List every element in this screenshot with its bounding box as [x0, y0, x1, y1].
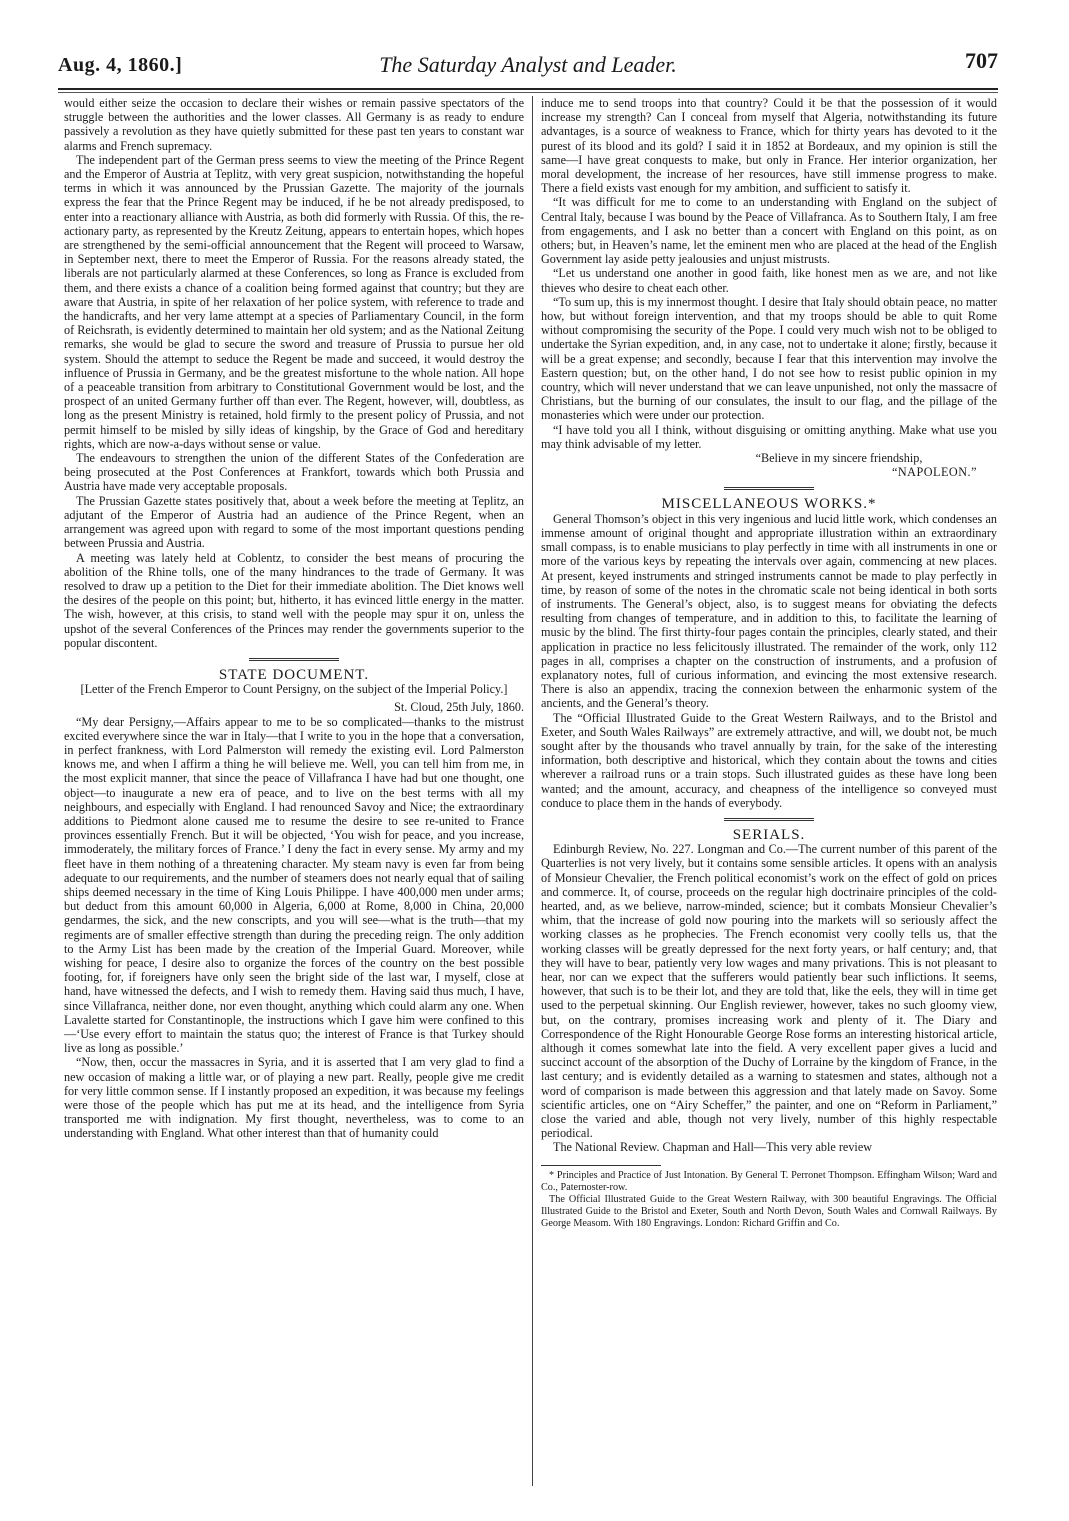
- footnote-rule: [541, 1165, 661, 1166]
- review-paragraph: General Thomson’s object in this very ingenious and lucid little work, which condenses an immense amount of original thought and appropriate illustration within an extraordinary small compass, is to enable musicians to play perfectly in time with all instruments in one or more of the various keys by repeating the intervals over again, commencing at new places. At present, keyed instruments and stringed instruments cannot be made to play perfectly in time, by reason of some of the notes in the chromatic scale not being identical in both sorts of instruments. The General’s object, also, is to suggest means for obviating the defects resulting from changes of temperature, and in addition to this, to facilitate the learning of music by the blind. The first thirty-four pages contain the principles, clearly stated, and their application in practice no less felicitously illustrated. The remainder of the work, only 112 pages in all, comprises a chapter on the construction of instruments, and a profusion of explanatory notes, full of curious information, and evincing the most extensive research. There is also an appendix, tracing the connexion between the enharmonic system of the ancients, and the General’s theory.: [541, 511, 997, 711]
- letter-paragraph: “I have told you all I think, without disguising or omitting anything. Make what use you may think advisable of my letter.: [541, 422, 997, 451]
- footnote: The Official Illustrated Guide to the Great Western Railway, with 300 beautiful Engravings. The Official Illustrated Guide to the Bristol and Exeter, South and North Devon, South Wales and Cornwall Railways. By George Measom. With 180 Engravings. London: Richard Griffin and Co.: [541, 1193, 997, 1229]
- right-column: [541, 96, 997, 1230]
- review-paragraph: Edinburgh Review, No. 227. Longman and Co.—The current number of this parent of the Quarterlies is not very lively, but it contains some sensible articles. It opens with an analysis of Monsieur Chevalier, the French political economist’s work on the effect of gold on prices and commerce. It, of course, proceeds on the regular high doctrinaire principles of the cold-hearted, and, as we believe, narrow-minded, science; but it combats Monsieur Chevalier’s whim, that the increase of gold now pouring into the markets will so seriously affect the working classes as he prophecies. The French economist very coolly tells us, that the working classes will be greatly depressed for the next forty years, or half century; and, that they will have to bear, patiently very low wages and many privations. This is not pleasant to hear, nor can we expect that the sufferers would patiently bear such inflictions. It seems, however, that such is to be their lot, and they are told that, like the eels, they will in time get used to the perpetual skinning. Our English reviewer, however, takes no such gloomy view, but, on the contrary, promises increasing work and plenty of it. The Diary and Correspondence of the Right Honourable George Rose forms an interesting historical article, although it comes somewhat late into the field. A very excellent paper gives a lucid and succinct account of the absorption of the Duchy of Lorraine by the kingdom of France, in the last century; and is evidently detailed as a warning to statesmen and states, although not a word of comparison is made between this aggression and that lately made on Savoy. Some scientific articles, one on “Airy Scheffer,” the painter, and one on “Reform in Parliament,” close the varied and able, though not very lively, number of this highly respectable periodical.: [541, 842, 997, 1141]
- review-paragraph: The “Official Illustrated Guide to the Great Western Railways, and to the Bristol and Exeter, and South Wales Railways” are extremely attractive, and will, we doubt not, be much sought after by the thousands who travel annually by train, for the sake of the interesting information, both descriptive and historical, which they contain about the towns and cities wherever a railroad runs or a train stops. Such illustrated guides as these have long been wanted; and the amount, accuracy, and cheapness of the intelligence so conveyed must conduce to place them in the hands of everybody.: [541, 710, 997, 810]
- section-rule: [724, 487, 814, 491]
- section-heading-state-document: STATE DOCUMENT.: [218, 666, 370, 683]
- paragraph: would either seize the occasion to declare their wishes or remain passive spectators of the struggle between the authorities and the lower classes. All Germany is as ready to endure passively a revolution as they have quietly submitted for these past ten years to constant war alarms and French supremacy.: [64, 96, 524, 153]
- paragraph: The independent part of the German press seems to view the meeting of the Prince Regent and the Emperor of Austria at Teplitz, with very great suspicion, notwithstanding the hopeful terms in which it was announced by the Prussian Gazette. The majority of the journals express the fear that the Prince Regent may be induced, if he be not already predisposed, to enter into a reactionary alliance with Austria, as both did formerly with Russia. Of this, the re-actionary party, as represented by the Kreutz Zeitung, appears to entertain hopes, which hopes are strengthened by the semi-official announcement that the Regent will proceed to Warsaw, in September next, there to meet the Emperor of Russia. For the reasons already stated, the liberals are not particularly alarmed at these Conferences, so long as France is excluded from them, and there exists a chance of a coalition being formed against that country; but they are aware that Austria, in spite of her relaxation of her police system, with reference to trade and the handicrafts, and her very lame attempt at a species of Parliamentary Council, in the form of Reichsrath, is evidently determined to maintain her old system; and as the National Zeitung remarks, she would be glad to secure the sword and treasure of Prussia to pursue her old system. Should the attempt to seduce the Regent be made and succeed, it would destroy the influence of Prussia in Germany, and be the greatest misfortune to the whole nation. All hope of a peaceable transition from arbitrary to Constitutional Government would be lost, and the prospect of an united Germany further off than ever. The Regent, however, will, doubtless, as long as the present Ministry is retained, hold firmly to the present policy of Prussia, and not permit himself to be misled by silly ideas of kingship, by the Grace of God and hereditary rights, which are now-a-days without sense or value.: [64, 152, 524, 451]
- section-rule: [249, 658, 339, 662]
- header-rule: [58, 88, 998, 90]
- page-header: [58, 48, 998, 88]
- section-subtitle: [Letter of the French Emperor to Count Persigny, on the subject of the Imperial Policy.]: [80, 682, 508, 697]
- letter-paragraph: “To sum up, this is my innermost thought. I desire that Italy should obtain peace, no matter how, but without foreign intervention, and that my troops should be able to quit Rome without compromising the security of the Pope. I could very much wish not to be obliged to undertake the Syrian expedition, and, in any case, not to undertake it alone; firstly, because it will be a great expense; and secondly, because I fear that this intervention may involve the Eastern question; but, on the other hand, I do not see how to resist public opinion in my country, which will never understand that we can leave unpunished, not only the massacre of Christians, but the burning of our consulates, the insult to our flag, and the pillage of the monasteries which were under our protection.: [541, 294, 997, 423]
- letter-paragraph: “Let us understand one another in good faith, like honest men as we are, and not like thieves who desire to cheat each other.: [541, 266, 997, 295]
- page-number: 707: [965, 48, 998, 73]
- paragraph: A meeting was lately held at Coblentz, to consider the best means of procuring the abolition of the Rhine tolls, one of the many hindrances to the trade of Germany. It was resolved to draw up a petition to the Diet for their immediate abolition. The Diet knows well the desires of the people on this point; but, hitherto, it has evinced little energy in the matter. The wish, however, at this crisis, to stand well with the people may spur it on, unless the upshot of the several Conferences of the Princes may render the governments superior to the popular discontent.: [64, 550, 524, 650]
- letter-closing: “Believe in my sincere friendship,: [755, 451, 923, 466]
- letter-paragraph: “It was difficult for me to come to an understanding with England on the subject of Central Italy, because I was bound by the Peace of Villafranca. As to Southern Italy, I am free from engagements, and I ask no better than a concert with England on this point, as on others; but, in Heaven’s name, let the eminent men who are placed at the head of the English Government lay aside petty jealousies and unjust mistrusts.: [541, 195, 997, 267]
- footnote: * Principles and Practice of Just Intonation. By General T. Perronet Thompson. Effingham Wilson; Ward and Co., Paternoster-row.: [541, 1169, 997, 1193]
- left-column: [64, 96, 524, 1141]
- column-divider: [532, 96, 533, 1486]
- publication-title: The Saturday Analyst and Leader.: [379, 52, 677, 77]
- issue-date: Aug. 4, 1860.]: [58, 54, 183, 76]
- review-paragraph: The National Review. Chapman and Hall—This very able review: [553, 1140, 873, 1155]
- footnotes: [541, 1170, 997, 1230]
- letter-signature: “NAPOLEON.”: [891, 465, 977, 480]
- section-rule: [724, 818, 814, 822]
- letter-dateline: St. Cloud, 25th July, 1860.: [394, 700, 524, 715]
- letter-paragraph: “My dear Persigny,—Affairs appear to me to be so complicated—thanks to the mistrust excited everywhere since the war in Italy—that I write to you in the hope that a conversation, in perfect frankness, with Lord Palmerston will remedy the existing evil. Lord Palmerston knows me, and when I affirm a thing he will believe me. Well, you can tell him from me, in the most explicit manner, that since the peace of Villafranca I have had but one thought, one object—to inaugurate a new era of peace, and to live on the best terms with all my neighbours, and especially with England. I had renounced Savoy and Nice; the extraordinary additions to Piedmont alone caused me to resume the desire to see re-united to France provinces essentially French. But it will be objected, ‘You wish for peace, and you increase, immoderately, the military forces of France.’ I deny the fact in every sense. My army and my fleet have in them nothing of a threatening character. My steam navy is even far from being adequate to our requirements, and the number of steamers does not nearly equal that of sailing ships deemed necessary in the time of King Louis Philippe. I have 400,000 men under arms; but deduct from this amount 60,000 in Algeria, 6,000 at Rome, 8,000 in China, 20,000 gendarmes, the sick, and the new conscripts, and you will see—what is the truth—that my regiments are of smaller effective strength than during the preceding reign. The only addition to the Army List has been made by the creation of the Imperial Guard. Moreover, while wishing for peace, I desire also to organize the forces of the country on the best possible footing, for, if foreigners have only seen the bright side of the last war, I myself, close at hand, have witnessed the defects, and I wish to remedy them. Having said thus much, I have, since Villafranca, neither done, nor even thought, anything which could alarm any one. When Lavalette started for Constantinople, the instructions which I gave him were confined to this—‘Use every effort to maintain the status quo; the interest of France is that Turkey should live as long as possible.’: [64, 714, 524, 1056]
- header-rule-thin: [58, 92, 998, 93]
- letter-paragraph: “Now, then, occur the massacres in Syria, and it is asserted that I am very glad to find a new occasion of making a little war, or of playing a new part. Really, people give me credit for very little common sense. If I instantly proposed an expedition, it was because my feelings were those of the people which has put me at its head, and the intelligence from Syria transported me with indignation. My first thought, nevertheless, was to come to an understanding with England. What other interest than that of humanity could: [64, 1055, 524, 1141]
- paragraph: The endeavours to strengthen the union of the different States of the Confederation are being prosecuted at the Post Conferences at Frankfort, towards which both Prussia and Austria have made very acceptable proposals.: [64, 451, 524, 494]
- letter-paragraph: induce me to send troops into that country? Could it be that the possession of it would increase my strength? Can I conceal from myself that Algeria, notwithstanding its future advantages, is a source of weakness to France, which for thirty years has devoted to it the purest of its blood and its gold? I said it in 1852 at Bordeaux, and my opinion is still the same—I have great conquests to make, but only in France. Her interior organization, her moral development, the increase of her resources, have still immense progress to make. There a field exists vast enough for my ambition, and sufficient to satisfy it.: [541, 96, 997, 196]
- paragraph: The Prussian Gazette states positively that, about a week before the meeting at Teplitz, an adjutant of the Emperor of Austria had an audience of the Prince Regent, when an arrangement was agreed upon with regard to some of the most important questions pending between Prussia and Austria.: [64, 493, 524, 551]
- section-heading-miscellaneous-works: MISCELLANEOUS WORKS.*: [661, 496, 877, 513]
- section-heading-serials: SERIALS.: [732, 826, 806, 843]
